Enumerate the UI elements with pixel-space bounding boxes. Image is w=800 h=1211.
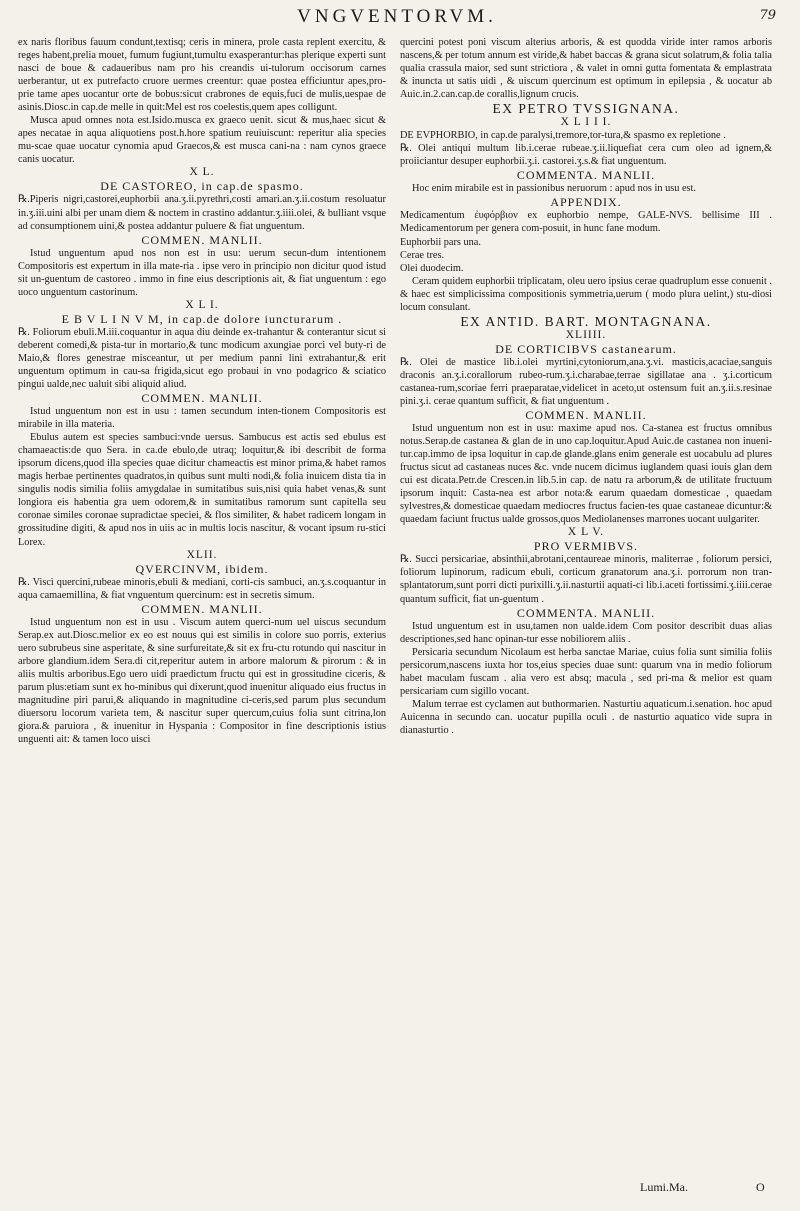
paragraph: Medicamentum ἐυφόρβιον ex euphorbio nempe, GALE-NVS. bellisime III . Medicamentorum per genera com-posuit, in hunc fane modum. — [400, 210, 772, 235]
section-title: QVERCINVM, ibidem. — [135, 561, 269, 576]
section-number: XLII. — [186, 548, 218, 561]
paragraph: Istud unguentum apud nos non est in usu: uerum secun-dum intentionem Compositoris est expertum in illa mate-ria . ipse vero in principio non dicitur quod istud sit un-guentum de castoreo . immo in fine eius descriptionis ait, & fiat unguentum : ego uoco unguentum castorinum. — [18, 247, 386, 298]
page-number: 79 — [759, 8, 776, 23]
left-column — [18, 36, 386, 746]
commentary-heading: COMMEN. MANLII. — [141, 391, 263, 406]
paragraph: ex naris floribus fauum condunt,textisq; ceris in minera, prole casta replent exercitu, & reges habent,prelia mouet, fumum fugiunt,tumultu exasperantur:has plerique experti sunt nasci de boue & cadaueribus nam pro his creandis ui-tulorum occisorum carnes uerberantur, ut ex putrefacto cruore uermes creentur: quae postea efficiuntur apes,pro-prie tame apes uocantur orte de bobus:sicut crabrones de equis,fuci de mulis,uespae de asinis.Diosc.in cap.de melle in quit:Mel est ros coelestis,quem apes colligunt. — [18, 37, 386, 114]
source-heading: EX ANTID. BART. MONTAGNANA. — [460, 313, 712, 329]
paragraph: Musca apud omnes nota est.Isido.musca ex graeco uenit. sicut & mus,haec sicut & apes necatae in aqua aliquotiens post.h.hore spatium reuiuiscunt: reperitur alia species mu-scae quae uocatur cynomia apud Graecos,& est musca cani-na : nam cynos graece canis uocatur. — [18, 115, 386, 166]
appendix-heading: APPENDIX. — [550, 195, 622, 210]
paragraph: Ebulus autem est species sambuci:vnde uersus. Sambucus est actis sed ebulus est chamaeactis:de quo Sera. in ca.de ebulo,de utraq; loquitur,& ibi describit de forma ipsorum dicens,quod illa species quae dicitur chameactis est minor prima,& habet ramos magis herbae pertinentes quadratos,in quibus sunt multi nodi,& folia inuicem dista tia in singulis nodis similia foliis amygdalae in sumitatibus suis,nisi quia habet venas,& sunt longiora eis habentia gra uem odorem,& in sumitatibus ramorum sunt capitella seu coronae similes coronae supradictae speciei, & flos similiter, & habet radicem longam in grossitudine digiti, & apud nos in uiis ac in multis locis nascitur, & vocant ipsum ru-stici Lorex. — [18, 432, 386, 548]
commentary-heading: COMMEN. MANLII. — [141, 601, 263, 616]
ingredient-line: Euphorbii pars una. — [400, 236, 481, 248]
running-head: VNGVENTORVM. — [297, 6, 497, 27]
section-number: X L I. — [185, 298, 219, 311]
section-title: DE EVPHORBIO, in cap.de paralysi,tremore,tor-tura,& spasmo ex repletione . — [400, 130, 726, 142]
section-number: X L I I I. — [560, 116, 612, 129]
paragraph: Istud unguentum non est in usu . Viscum autem querci-num uel uiscus secundum Serap.ex aut.Diosc.melior ex eo est nouus qui est similis in colore suo porris, exterius uero subrubeus sine asperitate, & sine surfureitate,& sit ex fru-ctu rotundo qui nascitur in arbore glandium.idem Sera.di cit,reperitur autem in arbore malorum & pirorum : & in aliis multis arboribus.Ego uero uidi praedictum fructu qui est in grossitudine ciceris, & parum plus:etiam sunt ex ho-minibus qui dixerunt,quod inuenitur aliquado eius fructus in magnitudine piri parui,& aliquando in magnitudine ci-ceris,sed parum plus secundum diuersoru locorum varieta tem, & nascitur super quercum,cuius folia sunt citrina,lon giora.& paruiora , & inuenitur in Hyspania : Compositor in fine descriptionis istius unguenti ait: & tamen loco uisci — [18, 616, 386, 746]
paragraph: Hoc enim mirabile est in passionibus neruorum : apud nos in usu est. — [412, 183, 696, 195]
recipe-paragraph: ℞. Succi persicariae, absinthii,abrotani,centaureae minoris, maliterrae , foliorum persici, foliorum lupinorum, radicum ebuli, corticum granatorum ana.ʒ.i. porrorum non tran-splantatorum,sunt porri dicti purixilli.ʒ.ii.nasturtii aquati-ci lib.i.aceti fortissimi.ʒ.iiii.cerae quantum sufficit, fiat un-guentum . — [400, 554, 772, 605]
paragraph: Persicaria secundum Nicolaum est herba sanctae Mariae, cuius folia sunt similia foliis persicorum,nascens iuxta hor tos,eius species duae sunt: quarum vna in medio foliorum habet maculam fuscam . alia vero est absq; macula , sed pri-ma & melior est quam persicariam cum sigillo vocant. — [400, 646, 772, 697]
recipe-paragraph: ℞. Viscì quercini,rubeae minoris,ebuli & mediani, corti-cis sambuci, an.ʒ.s.coquantur in aqua camaemillina, & fiat vnguentum quercinum: est in secretis simum. — [18, 576, 386, 601]
section-title: PRO VERMIBVS. — [533, 539, 639, 554]
paragraph: Istud unguentum est in usu,tamen non ualde.idem Com positor describit duas alias descriptiones,sed hanc opinan-tur esse nobiliorem aliis . — [400, 620, 772, 645]
paragraph: Malum terrae est cyclamen aut buthormarien. Nasturtiu aquaticum.i.senation. hoc apud Auicenna in secundo can. uocatur pupilla oculi . de nasturtio aquatico vide supra in dianasturtio . — [400, 698, 772, 736]
section-title: E B V L I N V M, in cap.de dolore iuncturarum . — [61, 311, 343, 326]
section-number: X L V. — [567, 526, 605, 539]
recipe-paragraph: ℞. Olei antiqui multum lib.i.cerae rubeae.ʒ.ii.liquefiat cera cum oleo ad ignem,& proiiciantur desuper euphorbii.ʒ.i. castorei.ʒ.s.& fiat unguentum. — [400, 143, 772, 168]
recipe-paragraph: ℞.Piperis nigri,castorei,euphorbii ana.ʒ.ii.pyrethri,costi amari.an.ʒ.ii.costum resoluatur in.ʒ.iii.uini albi per unam diem & noctem in crastino addantur.ʒ.iiii.olei, & bulliant vsque ad consumptionem uini,& postea addantur puluere & fiat unguentum. — [18, 194, 386, 232]
section-number: XLIIII. — [565, 328, 607, 341]
commentary-heading: COMMENTA. MANLII. — [516, 605, 656, 620]
ingredient-line: Olei duodecim. — [400, 262, 464, 274]
paragraph: Istud unguentum non est in usu : tamen secundum inten-tionem Compositoris est mirabile in illa materia. — [18, 406, 386, 431]
catchword: Lumi.Ma. — [640, 1180, 688, 1194]
commentary-heading: COMMEN. MANLII. — [141, 232, 263, 247]
recipe-paragraph: ℞. Foliorum ebuli.M.iii.coquantur in aqua diu deinde ex-trahantur & conterantur sicut si deberent comedi,& pista-tur in mortario,& tunc modicum axungiae porci vel buty-ri de Maio,& flores genestrae misceantur, ut per medium panni lini extrahantur,& erit unguentum optimum in cau-sa frigida,sicut ego probaui in vno podagrico & sciatico pingui ualde,nec ualuit sibi aliquid aliud. — [18, 326, 386, 390]
right-column — [400, 36, 772, 737]
signature-mark: O — [756, 1180, 765, 1194]
page-header — [18, 6, 776, 28]
commentary-heading: COMMEN. MANLII. — [525, 407, 647, 422]
section-number: X L. — [189, 166, 215, 179]
paragraph: quercini potest poni viscum alterius arboris, & est quodda viride inter ramos arboris nascens,& per totum annum est viride,& habet baccas & grana sicut solatrum,& folia talia qualia crassula maior, sed sunt strictiora , & valet in omni gutta fomentata & emplastrata & inuncta ut satis uidi , & uiscum quercinum est optimum in epilepsia , & uocatur ab Auic.in.2.can.cap.de corallis,lignum crucis. — [400, 37, 772, 101]
source-heading: EX PETRO TVSSIGNANA. — [492, 101, 680, 117]
recipe-paragraph: ℞. Olei de mastice lib.i.olei myrtini,cytoniorum,ana.ʒ.vi. masticis,acaciae,sanguis draconis an.ʒ.i.corallorum rubeo-rum.ʒ.i.charabae,terrae sigillatae ana . ʒ.i.corticum castanea-rum,scoriae ferri praeparatae,videlicet in aceto,ut ostensum fuit an.ʒ.ii.s.resinae pini.ʒ.i. cerae quantum sufficit, & fiat unguentum . — [400, 356, 772, 407]
paragraph: Istud unguentum non est in usu: maxime apud nos. Ca-stanea est fructus omnibus notus.Serap.de castanea & glan de in uno cap.loquitur.Apud Auic.de castanea non inueni-tur.cap.immo de ipsa loquitur in cap.de glande.glans enim generale est uocabulu ad plures fructus sicut ad castaneas nuces &c. vnde nucem dicimus iuglandem quasi iouis glan dem cui est dicata.Petr.de Crescen.in lib.5.in cap. de natu ra arborum,& de utilitate fructuum ipsorum inquit: Casta-nea est arbor nota:& earum quaedam domesticae , quaedam sylvestres,& domesticae quaedam mediocres fructus facien-tes quae castaneae dicuntur:& quaedam faciunt fructus ualde grossos,quos Mediolanenses marrones uocant uulgariter. — [400, 422, 772, 526]
ingredient-line: Cerae tres. — [400, 249, 445, 261]
section-title: DE CORTICIBVS castanearum. — [495, 341, 677, 356]
section-title: DE CASTOREO, in cap.de spasmo. — [100, 179, 304, 194]
commentary-heading: COMMENTA. MANLII. — [516, 168, 656, 183]
paragraph: Ceram quidem euphorbii triplicatam, oleu uero ipsius cerae quadruplum esse conuenit . & haec est simplicissima compositionis symmetria,uerum ( modo plura uelint,) stu-diosi locum consulant. — [400, 275, 772, 313]
